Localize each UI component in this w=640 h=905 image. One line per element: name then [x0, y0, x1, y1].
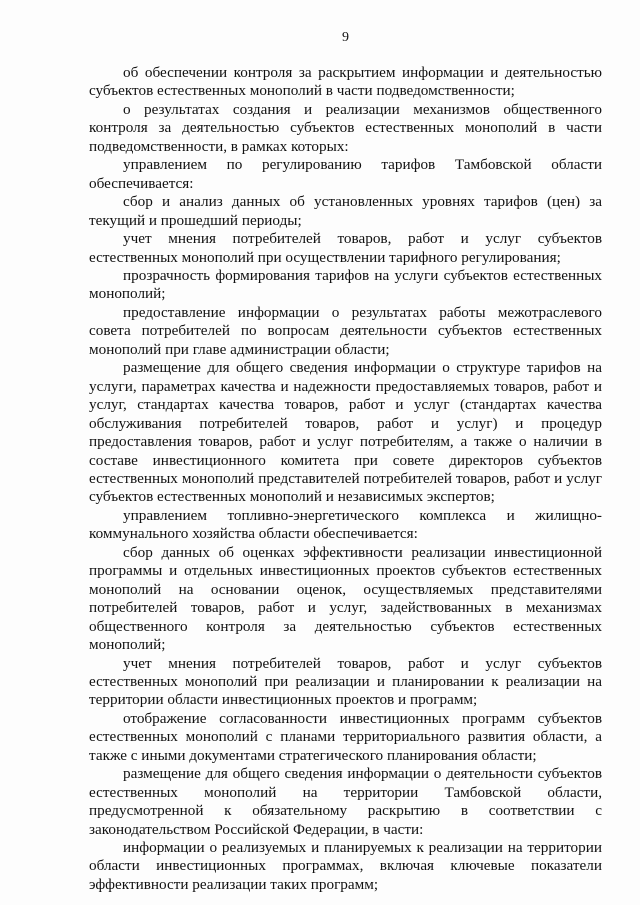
paragraph: управлением по регулированию тарифов Тамбовской области обеспечивается:: [89, 156, 602, 192]
paragraph: размещение для общего сведения информации о деятельности субъектов естественных монополий на территории Тамбовской области, предусмотренной к обязательному раскрытию в соответствии с законодательством Российской Федерации, в части:: [89, 765, 602, 838]
paragraph: размещение для общего сведения информации о структуре тарифов на услуги, параметрах качества и надежности предоставляемых товаров, работ и услуг, стандартах качества товаров, работ и услуг (стандартах качества обслуживания потребителей товаров, работ и услуг) и процедур предоставления товаров, работ и услуг потребителям, а также о наличии в составе инвестиционного комитета при совете директоров субъектов естественных монополий представителей потребителей товаров, работ и услуг субъектов естественных монополий и независимых экспертов;: [89, 359, 602, 506]
paragraph: сбор данных об оценках эффективности реализации инвестиционной программы и отдельных инвестиционных проектов субъектов естественных монополий на основании оценок, осуществляемых представителями потребителей товаров, работ и услуг, задействованных в механизмах общественного контроля за деятельностью субъектов естественных монополий;: [89, 543, 602, 654]
paragraph: предоставление информации о результатах работы межотраслевого совета потребителей по вопросам деятельности субъектов естественных монополий при главе администрации области;: [89, 303, 602, 358]
paragraph: сбор и анализ данных об установленных уровнях тарифов (цен) за текущий и прошедший периоды;: [89, 193, 602, 229]
paragraph: прозрачность формирования тарифов на услуги субъектов естественных монополий;: [89, 266, 602, 303]
paragraph: о результатах создания и реализации механизмов общественного контроля за деятельностью субъектов естественных монополий в части подведомственности, в рамках которых:: [89, 100, 602, 155]
paragraph: учет мнения потребителей товаров, работ и услуг субъектов естественных монополий при реализации и планировании к реализации на территории области инвестиционных проектов и программ;: [89, 654, 602, 709]
paragraph: отображение согласованности инвестиционных программ субъектов естественных монополий с планами территориального развития области, а также с иными документами стратегического планирования области;: [89, 709, 602, 764]
page-number: 9: [342, 30, 349, 45]
paragraph: информации о реализуемых и планируемых к реализации на территории области инвестиционных программах, включая ключевые показатели эффективности реализации таких программ;: [89, 839, 602, 893]
paragraph: учет мнения потребителей товаров, работ и услуг субъектов естественных монополий при осуществлении тарифного регулирования;: [89, 230, 602, 266]
paragraph: управлением топливно-энергетического комплекса и жилищно-коммунального хозяйства области обеспечивается:: [89, 506, 602, 543]
document-body: [89, 64, 602, 894]
paragraph: об обеспечении контроля за раскрытием информации и деятельностью субъектов естественных монополий в части подведомственности;: [89, 64, 602, 100]
